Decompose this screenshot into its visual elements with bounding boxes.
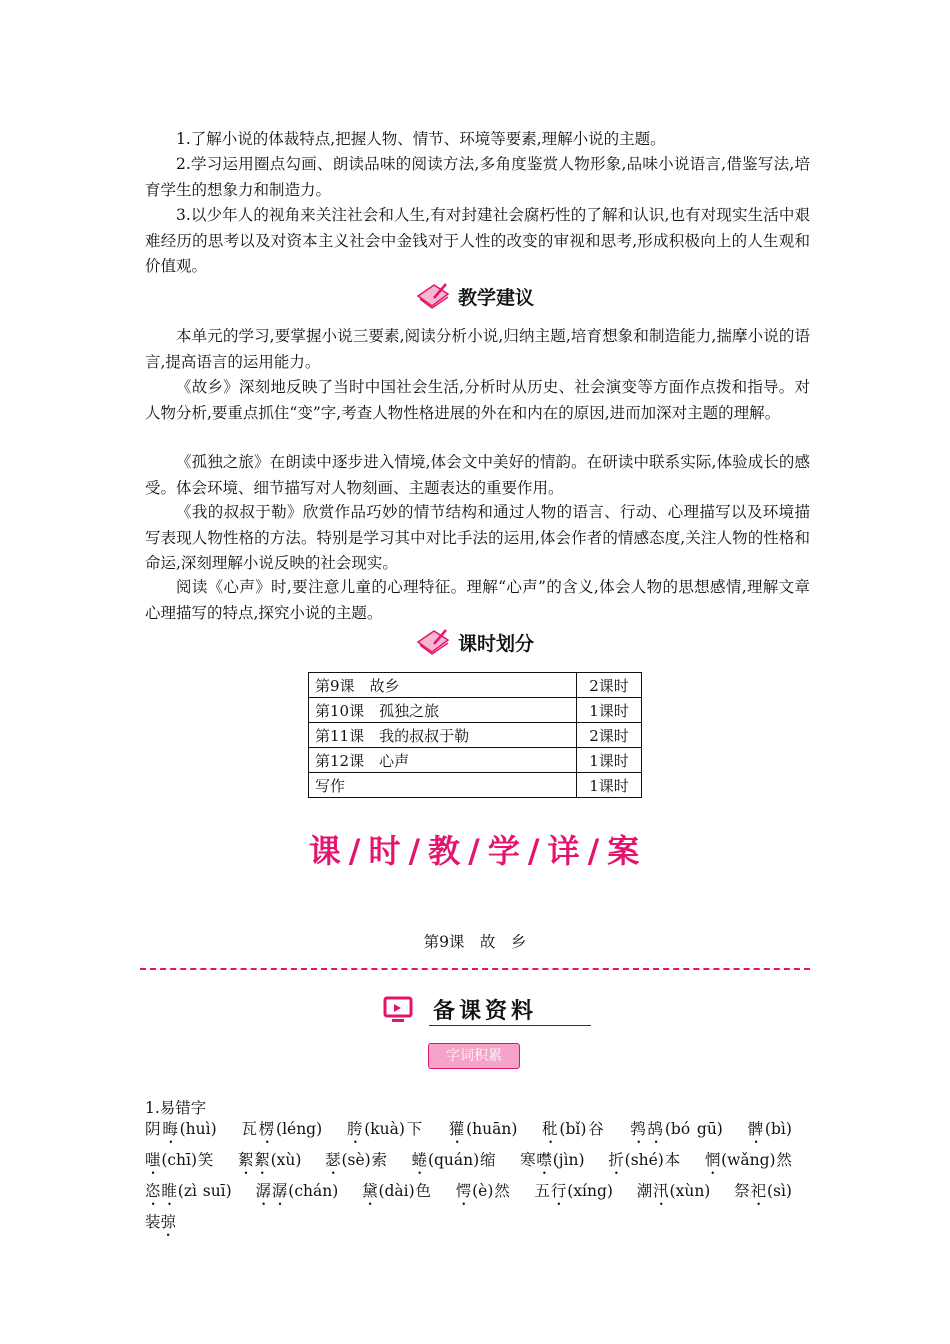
dotted-char: 弶: [160, 1213, 177, 1231]
vocab-word: 祭祀(sì): [734, 1182, 792, 1200]
vocab-word: 髀(bì): [747, 1120, 792, 1138]
vocab-word: 五行(xíng): [534, 1182, 613, 1200]
dotted-char: 嗤: [145, 1151, 162, 1169]
vocab-word: 瓦楞(léng): [241, 1120, 323, 1138]
dotted-char: 潺潺: [255, 1182, 289, 1200]
hours-cell: 2课时: [577, 723, 642, 748]
teaching-para-1: 本单元的学习,要掌握小说三要素,阅读分析小说,归纳主题,培育想象和制造能力,揣摩小说的语言,提高语言的运用能力。: [145, 327, 810, 371]
heading-underline: [429, 1025, 591, 1026]
table-row: [309, 773, 642, 798]
lesson-cell: 第9课 故乡: [309, 673, 577, 698]
dotted-char: 蜷: [411, 1151, 428, 1169]
prep-heading: [383, 994, 593, 1028]
schedule-table: [308, 672, 642, 798]
table-row: [309, 698, 642, 723]
dotted-char: 秕: [542, 1120, 560, 1138]
notebook-pen-icon: [416, 628, 450, 656]
teaching-para-3: 《孤独之旅》在朗读中逐步进入情境,体会文中美好的情韵。在研读中联系实际,体验成长的感受。体会环境、细节描写对人物刻画、主题表达的重要作用。: [145, 453, 810, 497]
teaching-para-4: 《我的叔叔于勒》欣赏作品巧妙的情节结构和通过人物的语言、行动、心理描写以及环境描写表现人物性格的方法。特别是学习其中对比手法的运用,体会作者的情感态度,关注人物的性格和命运,深刻理解小说反映的社会现实。: [145, 503, 810, 572]
dotted-char: 愕: [455, 1182, 473, 1200]
hours-cell: 1课时: [577, 748, 642, 773]
vocab-word: 胯(kuà)下: [346, 1120, 425, 1138]
title-separator: /: [527, 832, 542, 870]
dotted-char: 髀: [747, 1120, 765, 1138]
dotted-char: 恣睢: [145, 1182, 178, 1200]
lesson-cell: 第11课 我的叔叔于勒: [309, 723, 577, 748]
schedule-heading: [0, 628, 950, 660]
lesson-title: 第9课 故 乡: [423, 933, 527, 951]
title-char: 课: [308, 832, 343, 870]
title-char: 教: [428, 832, 463, 870]
vocab-word: 折(shé)本: [608, 1151, 681, 1169]
vocab-word: 潺潺(chán): [255, 1182, 339, 1200]
table-row: [309, 673, 642, 698]
title-separator: /: [468, 832, 482, 870]
teaching-para-5: 阅读《心声》时,要注意儿童的心理特征。理解“心声”的含义,体会人物的思想感情,理解文章心理描写的特点,探究小说的主题。: [145, 578, 810, 622]
vocab-list: [145, 1116, 810, 1240]
title-char: 时: [368, 832, 403, 870]
lesson-cell: 第12课 心声: [309, 748, 577, 773]
dotted-char: 鹁鸪: [630, 1120, 665, 1138]
table-row: [309, 723, 642, 748]
vocab-word: 獾(huān): [448, 1120, 518, 1138]
title-separator: /: [408, 832, 423, 870]
dotted-char: 絮絮: [237, 1151, 271, 1169]
objective-1: 1.了解小说的体裁特点,把握人物、情节、环境等要素,理解小说的主题。: [176, 130, 666, 148]
hours-cell: 2课时: [577, 673, 642, 698]
section-divider: [140, 968, 810, 970]
vocab-word: 潮汛(xùn): [636, 1182, 711, 1200]
dotted-char: 行: [550, 1182, 568, 1200]
vocab-word: 愕(è)然: [455, 1182, 511, 1200]
vocab-word: 寒噤(jìn): [520, 1151, 585, 1169]
objective-3: 3.以少年人的视角来关注社会和人生,有对封建社会腐朽性的了解和认识,也有对现实生活中艰难经历的思考以及对资本主义社会中金钱对于人性的改变的审视和思考,形成积极向上的人生观和价值观。: [145, 206, 810, 275]
vocab-word: 惘(wǎng)然: [704, 1151, 792, 1169]
prep-heading-text: 备课资料: [433, 999, 538, 1024]
title-char: 学: [487, 832, 522, 870]
vocab-badge: 字词积累: [428, 1043, 520, 1069]
lesson-plan-title: [0, 826, 950, 872]
notebook-pen-icon: [416, 282, 450, 310]
vocab-word: 鹁鸪(bó gū): [630, 1120, 723, 1138]
dotted-char: 楞: [258, 1120, 277, 1138]
vocab-word: 秕(bǐ)谷: [542, 1120, 606, 1138]
vocab-word: 絮絮(xù): [237, 1151, 302, 1169]
dotted-char: 噤: [536, 1151, 553, 1169]
dotted-char: 折: [608, 1151, 625, 1169]
teaching-heading: [0, 282, 950, 314]
title-separator: /: [587, 832, 602, 870]
lesson-cell: 第10课 孤独之旅: [309, 698, 577, 723]
hours-cell: 1课时: [577, 773, 642, 798]
dotted-char: 黛: [362, 1182, 379, 1200]
vocab-label: 1.易错字: [145, 1099, 207, 1117]
dotted-char: 汛: [653, 1182, 670, 1200]
dotted-char: 祀: [750, 1182, 767, 1200]
title-char: 案: [607, 832, 642, 870]
vocab-word: 装弶: [145, 1213, 177, 1231]
dotted-char: 瑟: [325, 1151, 342, 1169]
objective-2: 2.学习运用圈点勾画、朗读品味的阅读方法,多角度鉴赏人物形象,品味小说语言,借鉴写法,培育学生的想象力和制造力。: [145, 155, 810, 199]
teaching-para-2: 《故乡》深刻地反映了当时中国社会生活,分析时从历史、社会演变等方面作点拨和指导。对人物分析,要重点抓住“变”字,考查人物性格进展的外在和内在的原因,进而加深对主题的理解。: [145, 378, 810, 422]
lesson-cell: 写作: [309, 773, 577, 798]
table-row: [309, 748, 642, 773]
dotted-char: 晦: [162, 1120, 180, 1138]
schedule-heading-text: 课时划分: [457, 632, 534, 655]
teaching-heading-text: 教学建议: [457, 286, 534, 309]
dotted-char: 胯: [346, 1120, 365, 1138]
vocab-word: 恣睢(zì suī): [145, 1182, 232, 1200]
title-char: 详: [547, 832, 582, 870]
vocab-word: 黛(dài)色: [362, 1182, 432, 1200]
dotted-char: 惘: [704, 1151, 722, 1169]
vocab-word: 嗤(chī)笑: [145, 1151, 215, 1169]
vocab-word: 阴晦(huì): [145, 1120, 217, 1138]
dotted-char: 獾: [448, 1120, 467, 1138]
title-separator: /: [348, 832, 363, 870]
vocab-word: 瑟(sè)索: [325, 1151, 388, 1169]
hours-cell: 1课时: [577, 698, 642, 723]
monitor-icon: [383, 996, 413, 1024]
vocab-word: 蜷(quán)缩: [411, 1151, 497, 1169]
